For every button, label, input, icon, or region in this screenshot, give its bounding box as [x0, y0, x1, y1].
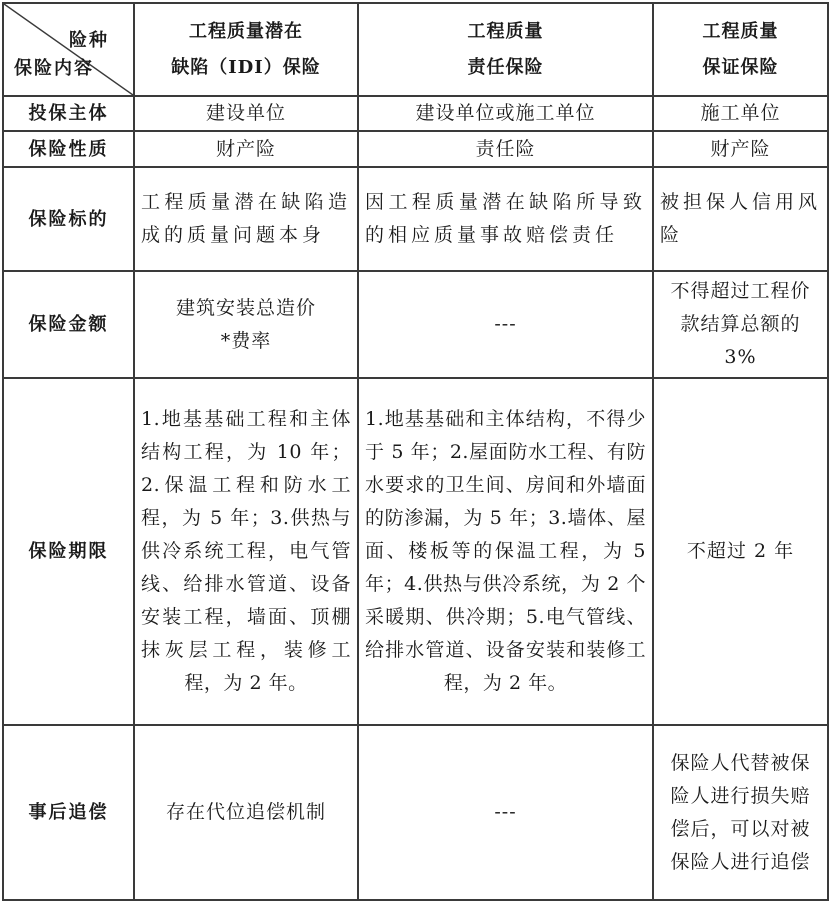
table-row	[3, 378, 828, 725]
row-label: 投保主体	[3, 96, 134, 131]
column-header-liability	[358, 3, 653, 96]
insurance-comparison-table	[2, 2, 829, 901]
table-cell: 不得超过工程价款结算总额的 3%	[653, 271, 828, 378]
table-cell: 责任险	[358, 131, 653, 167]
row-label: 保险标的	[3, 167, 134, 271]
column-header-line: 工程质量	[702, 20, 779, 42]
table-cell: 财产险	[134, 131, 358, 167]
column-header-idi	[134, 3, 358, 96]
column-header-line: 缺陷（IDI）保险	[171, 56, 321, 78]
table-row	[3, 725, 828, 900]
table-cell: 建设单位或施工单位	[358, 96, 653, 131]
corner-label-insurance-type: 险种	[69, 30, 109, 51]
column-header-line: 工程质量	[467, 20, 544, 42]
table-row	[3, 131, 828, 167]
row-label: 保险金额	[3, 271, 134, 378]
column-header-line: 责任保险	[467, 56, 544, 78]
corner-header-cell	[3, 3, 134, 96]
table-cell: 财产险	[653, 131, 828, 167]
table-cell: 1.地基基础和主体结构，不得少于 5 年；2.屋面防水工程、有防水要求的卫生间、房间和外墙面的防渗漏，为 5 年；3.墙体、屋面、楼板等的保温工程，为 5 年；4.供热与供冷系统，为 2 个采暖期、供冷期；5.电气管线、给排水管道、设备安装和装修工程，为 2 年。	[358, 378, 653, 725]
row-label: 保险期限	[3, 378, 134, 725]
table-row	[3, 167, 828, 271]
table-cell: 因工程质量潜在缺陷所导致的相应质量事故赔偿责任	[358, 167, 653, 271]
row-label: 保险性质	[3, 131, 134, 167]
table-cell: ---	[358, 725, 653, 900]
header-row	[3, 3, 828, 96]
table-row	[3, 271, 828, 378]
table-cell: 被担保人信用风险	[653, 167, 828, 271]
table-cell: 1.地基基础工程和主体结构工程，为 10 年；2.保温工程和防水工程，为 5 年；3.供热与供冷系统工程，电气管线、给排水管道、设备安装工程，墙面、顶棚抹灰层工程，装修工程，为 2 年。	[134, 378, 358, 725]
table-cell: 存在代位追偿机制	[134, 725, 358, 900]
table-cell: 建设单位	[134, 96, 358, 131]
table-cell: 保险人代替被保险人进行损失赔偿后，可以对被保险人进行追偿	[653, 725, 828, 900]
column-header-line: 工程质量潜在	[189, 20, 303, 42]
table-cell-text: 建筑安装总造价*费率	[175, 296, 316, 352]
table-row	[3, 96, 828, 131]
table-cell: 施工单位	[653, 96, 828, 131]
corner-label-insurance-content: 保险内容	[14, 58, 94, 79]
table-cell: 工程质量潜在缺陷造成的质量问题本身	[134, 167, 358, 271]
table-cell: ---	[358, 271, 653, 378]
column-header-guarantee	[653, 3, 828, 96]
column-header-line: 保证保险	[702, 56, 779, 78]
table-cell	[134, 271, 358, 378]
row-label: 事后追偿	[3, 725, 134, 900]
table-cell: 不超过 2 年	[653, 378, 828, 725]
